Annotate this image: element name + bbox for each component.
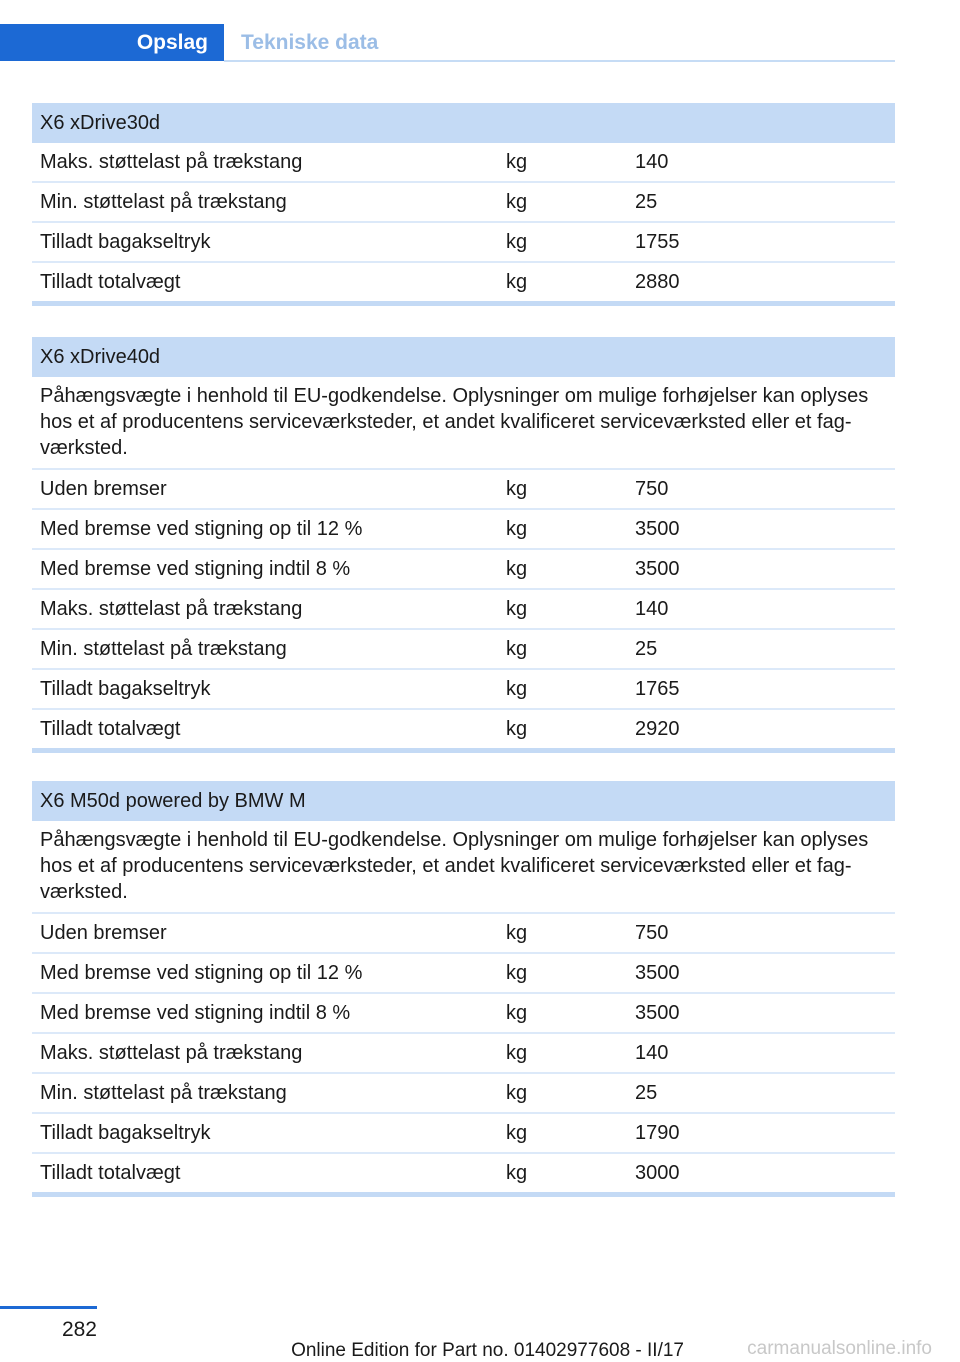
row-unit: kg [506,597,528,620]
header-divider [224,60,895,62]
table-row [32,263,895,301]
row-unit: kg [506,517,528,540]
table-row [32,510,895,550]
row-label: Med bremse ved stigning indtil 8 % [40,1001,351,1024]
row-label: Tilladt totalvægt [40,270,181,293]
row-unit: kg [506,921,528,944]
row-value: 2920 [635,717,680,740]
table-row [32,1114,895,1154]
row-label: Med bremse ved stigning op til 12 % [40,517,363,540]
tab-tekniske-data[interactable]: Tekniske data [241,30,379,54]
tab-opslag[interactable]: Opslag [0,24,224,61]
table-row [32,954,895,994]
note-line: hos et af producentens serviceværksteder, et andet kvalificeret serviceværksted eller et fag- [40,411,852,433]
spec-table-xdrive30d [32,103,895,306]
row-value: 1765 [635,677,680,700]
spec-table-m50d [32,781,895,1197]
row-value: 1790 [635,1121,680,1144]
row-unit: kg [506,477,528,500]
row-label: Maks. støttelast på trækstang [40,150,303,173]
row-unit: kg [506,270,528,293]
row-unit: kg [506,1161,528,1184]
row-label: Tilladt bagakseltryk [40,230,211,253]
table-note [32,377,895,470]
row-label: Min. støttelast på trækstang [40,637,287,660]
row-label: Tilladt totalvægt [40,717,181,740]
row-value: 140 [635,597,669,620]
row-value: 2880 [635,270,680,293]
edition-text: Online Edition for Part no. 01402977608 - II/17 [291,1340,684,1361]
table-row [32,550,895,590]
row-label: Uden bremser [40,921,167,944]
row-value: 750 [635,921,669,944]
row-unit: kg [506,1041,528,1064]
table-footer-rule [32,301,895,306]
row-label: Maks. støttelast på trækstang [40,597,303,620]
row-label: Uden bremser [40,477,167,500]
row-unit: kg [506,190,528,213]
table-row [32,1154,895,1192]
row-unit: kg [506,1001,528,1024]
table-footer-rule [32,1192,895,1197]
row-label: Med bremse ved stigning op til 12 % [40,961,363,984]
row-label: Tilladt bagakseltryk [40,677,211,700]
table-row [32,1074,895,1114]
row-value: 3500 [635,1001,680,1024]
row-value: 140 [635,1041,669,1064]
spec-table-xdrive40d [32,337,895,753]
table-title: X6 xDrive30d [32,103,895,143]
note-line: hos et af producentens serviceværksteder, et andet kvalificeret serviceværksted eller et fag- [40,855,852,877]
row-value: 25 [635,1081,658,1104]
row-unit: kg [506,230,528,253]
row-unit: kg [506,961,528,984]
table-row [32,994,895,1034]
row-value: 3000 [635,1161,680,1184]
table-row [32,590,895,630]
table-row [32,670,895,710]
row-label: Min. støttelast på trækstang [40,190,287,213]
page-header [0,24,895,62]
page-number: 282 [61,1318,97,1341]
footer-rule [0,1306,97,1309]
row-unit: kg [506,1081,528,1104]
row-unit: kg [506,677,528,700]
table-row [32,470,895,510]
note-line: Påhængsvægte i henhold til EU-godkendelse. Oplysninger om mulige forhøjelser kan oplyses [40,829,869,851]
table-footer-rule [32,748,895,753]
note-line: Påhængsvægte i henhold til EU-godkendelse. Oplysninger om mulige forhøjelser kan oplyses [40,385,869,407]
row-unit: kg [506,150,528,173]
table-row [32,223,895,263]
row-label: Tilladt bagakseltryk [40,1121,211,1144]
row-label: Tilladt totalvægt [40,1161,181,1184]
table-row [32,183,895,223]
table-title: X6 M50d powered by BMW M [32,781,895,821]
table-row [32,630,895,670]
row-label: Med bremse ved stigning indtil 8 % [40,557,351,580]
row-value: 3500 [635,961,680,984]
row-label: Min. støttelast på trækstang [40,1081,287,1104]
row-unit: kg [506,1121,528,1144]
row-value: 25 [635,190,658,213]
table-row [32,710,895,748]
row-value: 750 [635,477,669,500]
row-unit: kg [506,717,528,740]
row-value: 1755 [635,230,680,253]
table-row [32,914,895,954]
row-value: 140 [635,150,669,173]
table-row [32,1034,895,1074]
note-line: værksted. [40,881,128,903]
table-row [32,143,895,183]
watermark: carmanualsonline.info [747,1338,932,1359]
table-title: X6 xDrive40d [32,337,895,377]
table-note [32,821,895,914]
row-value: 3500 [635,557,680,580]
row-label: Maks. støttelast på trækstang [40,1041,303,1064]
note-line: værksted. [40,437,128,459]
row-unit: kg [506,637,528,660]
row-value: 3500 [635,517,680,540]
row-unit: kg [506,557,528,580]
row-value: 25 [635,637,658,660]
